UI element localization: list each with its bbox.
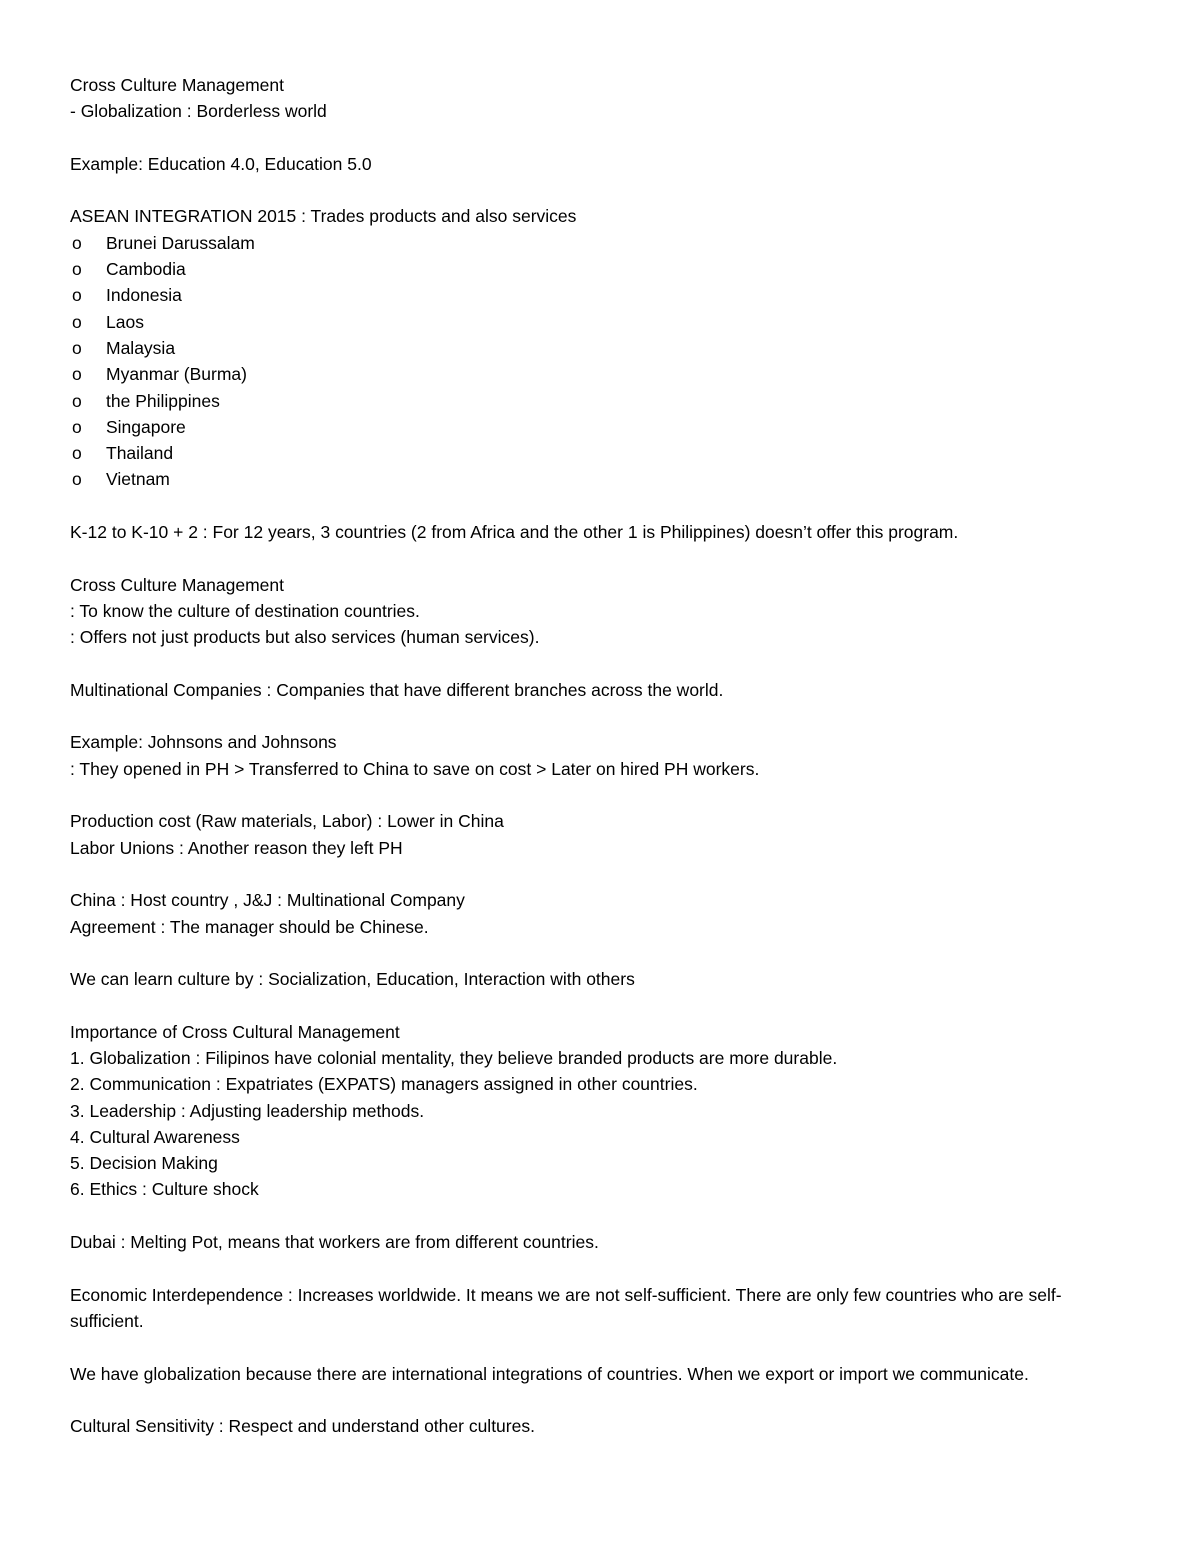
paragraph-gap (70, 1255, 1135, 1281)
bullet-icon: o (72, 390, 82, 411)
bullet-icon: o (72, 259, 82, 280)
country-name: Brunei Darussalam (106, 232, 255, 253)
country-name: Vietnam (106, 469, 170, 490)
country-name: Malaysia (106, 337, 176, 358)
bullet-icon: o (72, 443, 82, 464)
asean-integration-line: ASEAN INTEGRATION 2015 : Trades products and also services (70, 206, 577, 227)
bullet-icon: o (72, 337, 82, 358)
ccm-section-title: Cross Culture Management (70, 574, 284, 595)
country-name: Thailand (106, 443, 174, 464)
labor-unions-line: Labor Unions : Another reason they left PH (70, 837, 403, 858)
paragraph-gap (70, 703, 1135, 729)
importance-item: 6. Ethics : Culture shock (70, 1179, 259, 1200)
list-item (70, 388, 1135, 414)
country-name: Myanmar (Burma) (106, 364, 247, 385)
list-item (70, 282, 1135, 308)
cultural-sensitivity-line: Cultural Sensitivity : Respect and understand other cultures. (70, 1416, 535, 1437)
asean-country-list (70, 230, 1135, 493)
production-cost-line: Production cost (Raw materials, Labor) : Lower in China (70, 811, 504, 832)
list-item (70, 440, 1135, 466)
education-example-line: Example: Education 4.0, Education 5.0 (70, 153, 372, 174)
bullet-icon: o (72, 416, 82, 437)
bullet-icon: o (72, 311, 82, 332)
bullet-icon: o (72, 469, 82, 490)
importance-title: Importance of Cross Cultural Management (70, 1021, 400, 1042)
importance-item: 4. Cultural Awareness (70, 1126, 240, 1147)
ccm-point: : To know the culture of destination countries. (70, 600, 420, 621)
bullet-icon: o (72, 364, 82, 385)
paragraph-gap (70, 940, 1135, 966)
country-name: Cambodia (106, 259, 186, 280)
paragraph-gap (70, 1203, 1135, 1229)
globalization-paragraph: We have globalization because there are international integrations of countries. When we export or import we communicate. (70, 1363, 1029, 1384)
document-page (70, 72, 1135, 1439)
ccm-point: : Offers not just products but also services (human services). (70, 627, 540, 648)
country-name: Singapore (106, 416, 186, 437)
paragraph-gap (70, 651, 1135, 677)
importance-item: 1. Globalization : Filipinos have colonial mentality, they believe branded products are more durable. (70, 1047, 838, 1068)
jj-example-title: Example: Johnsons and Johnsons (70, 732, 337, 753)
jj-example-detail: : They opened in PH > Transferred to China to save on cost > Later on hired PH workers. (70, 758, 760, 779)
paragraph-gap (70, 493, 1135, 519)
k12-line: K-12 to K-10 + 2 : For 12 years, 3 countries (2 from Africa and the other 1 is Philippines) doesn’t offer this program. (70, 522, 959, 543)
paragraph-gap (70, 545, 1135, 571)
list-item (70, 335, 1135, 361)
learn-culture-line: We can learn culture by : Socialization, Education, Interaction with others (70, 969, 635, 990)
paragraph-gap (70, 125, 1135, 151)
list-item (70, 361, 1135, 387)
list-item (70, 466, 1135, 492)
paragraph-gap (70, 992, 1135, 1018)
importance-item: 3. Leadership : Adjusting leadership methods. (70, 1100, 425, 1121)
importance-item: 5. Decision Making (70, 1153, 218, 1174)
paragraph-gap (70, 861, 1135, 887)
list-item (70, 256, 1135, 282)
globalization-line: - Globalization : Borderless world (70, 101, 327, 122)
list-item (70, 309, 1135, 335)
dubai-line: Dubai : Melting Pot, means that workers are from different countries. (70, 1232, 599, 1253)
paragraph-gap (70, 1334, 1135, 1360)
multinational-line: Multinational Companies : Companies that have different branches across the world. (70, 679, 724, 700)
china-line: China : Host country , J&J : Multinational Company (70, 890, 465, 911)
paragraph-gap (70, 782, 1135, 808)
document-heading: Cross Culture Management (70, 75, 284, 95)
country-name: Indonesia (106, 285, 182, 306)
bullet-icon: o (72, 232, 82, 253)
country-name: the Philippines (106, 390, 220, 411)
list-item (70, 230, 1135, 256)
list-item (70, 414, 1135, 440)
paragraph-gap (70, 1387, 1135, 1413)
bullet-icon: o (72, 285, 82, 306)
agreement-line: Agreement : The manager should be Chinese. (70, 916, 429, 937)
paragraph-gap (70, 177, 1135, 203)
interdependence-paragraph: Economic Interdependence : Increases worldwide. It means we are not self-sufficient. There are only few countries who are self-sufficient. (70, 1284, 1062, 1331)
country-name: Laos (106, 311, 144, 332)
importance-item: 2. Communication : Expatriates (EXPATS) managers assigned in other countries. (70, 1074, 698, 1095)
